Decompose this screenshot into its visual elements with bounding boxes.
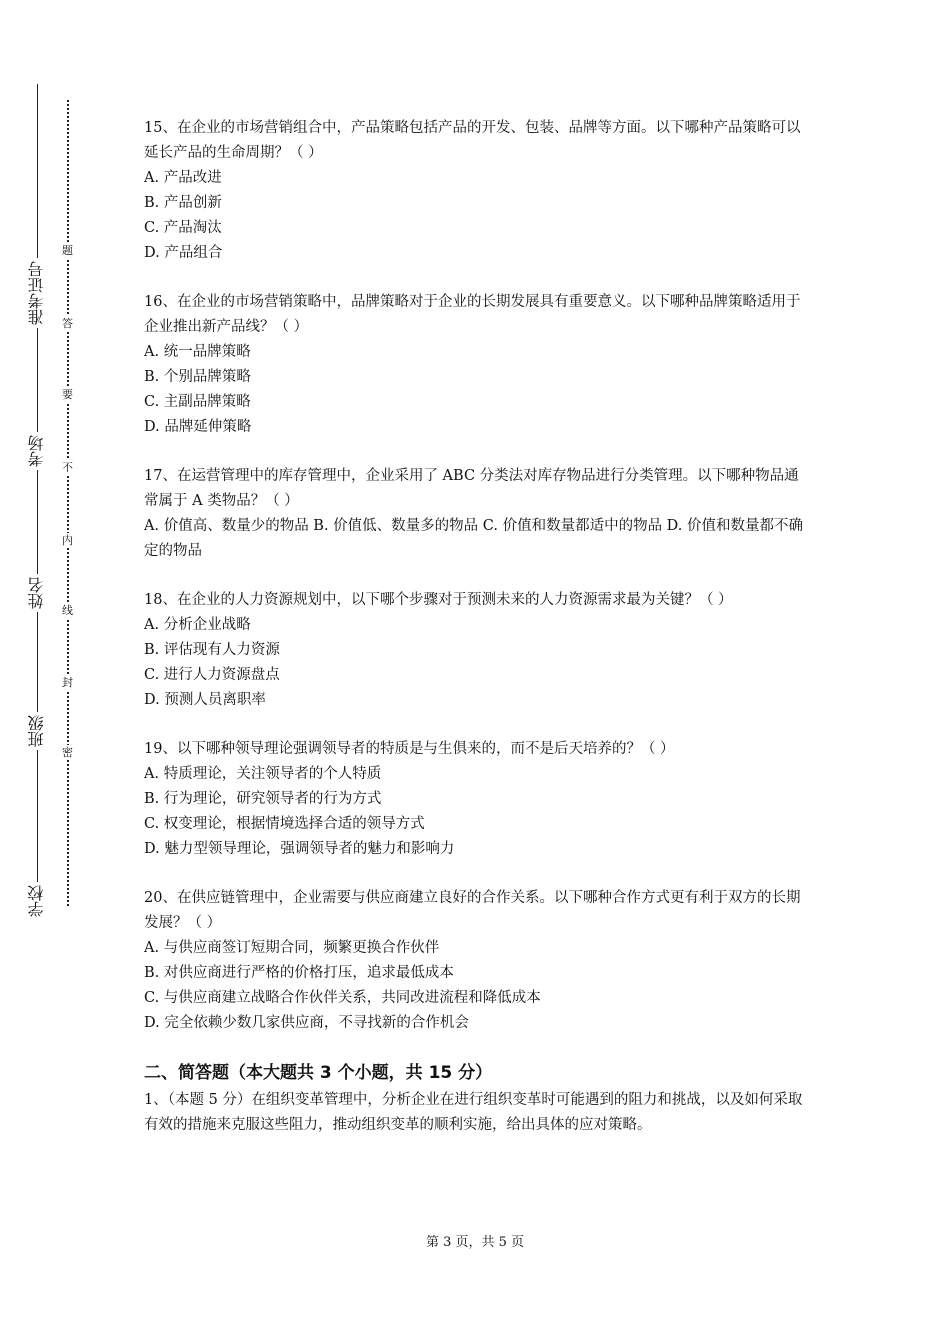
seal-line	[67, 100, 69, 906]
name-label: 姓名	[22, 574, 52, 612]
seal-char: 线	[62, 604, 73, 617]
option-d: D. 完全依赖少数几家供应商，不寻找新的合作机会	[144, 1015, 469, 1031]
option-a: A. 与供应商签订短期合同，频繁更换合作伙伴	[144, 940, 440, 956]
question-stem: 16、在企业的市场营销策略中，品牌策略对于企业的长期发展具有重要意义。以下哪种品牌策略适用于企业推出新产品线？（ ）	[144, 294, 801, 335]
question-15	[144, 116, 810, 266]
question-16	[144, 290, 810, 440]
seal-char: 答	[62, 317, 73, 330]
option-d: D. 魅力型领导理论，强调领导者的魅力和影响力	[144, 841, 455, 857]
seal-char: 内	[62, 534, 73, 547]
option-c: C. 产品淘汰	[144, 220, 222, 236]
question-list	[144, 116, 810, 1138]
option-b: B. 行为理论，研究领导者的行为方式	[144, 791, 382, 807]
question-19	[144, 737, 810, 862]
seal-char: 题	[62, 244, 73, 257]
option-c: C. 进行人力资源盘点	[144, 667, 280, 683]
option-c: C. 主副品牌策略	[144, 394, 251, 410]
question-18	[144, 588, 810, 713]
option-d: D. 品牌延伸策略	[144, 419, 252, 435]
seal-char: 不	[62, 461, 73, 474]
binding-line	[37, 84, 38, 920]
question-stem: 18、在企业的人力资源规划中，以下哪个步骤对于预测未来的人力资源需求最为关键？（ ）	[144, 592, 733, 608]
section-heading: 二、简答题（本大题共 3 个小题，共 15 分）	[144, 1063, 493, 1083]
option-b: B. 个别品牌策略	[144, 369, 251, 385]
option-b: B. 对供应商进行严格的价格打压，追求最低成本	[144, 965, 454, 981]
exam-room-label: 考场	[22, 432, 52, 470]
option-d: D. 产品组合	[144, 245, 223, 261]
option-a: A. 分析企业战略	[144, 617, 251, 633]
question-stem: 17、在运营管理中的库存管理中，企业采用了 ABC 分类法对库存物品进行分类管理。以下哪种物品通常属于 A 类物品？（ ）	[144, 468, 799, 509]
question-17	[144, 464, 810, 564]
seal-char: 封	[62, 676, 73, 689]
short-answer-question-1: 1、（本题 5 分）在组织变革管理中，分析企业在进行组织变革时可能遇到的阻力和挑战，以及如何采取有效的措施来克服这些阻力，推动组织变革的顺利实施，给出具体的应对策略。	[144, 1092, 803, 1133]
question-stem: 19、以下哪种领导理论强调领导者的特质是与生俱来的，而不是后天培养的？（ ）	[144, 741, 675, 757]
option-c: C. 权变理论，根据情境选择合适的领导方式	[144, 816, 425, 832]
question-20	[144, 886, 810, 1036]
option-b: B. 评估现有人力资源	[144, 642, 280, 658]
option-d: D. 预测人员离职率	[144, 692, 266, 708]
seal-char: 要	[62, 388, 73, 401]
option-a: A. 特质理论，关注领导者的个人特质	[144, 766, 382, 782]
question-stem: 20、在供应链管理中，企业需要与供应商建立良好的合作关系。以下哪种合作方式更有利于双方的长期发展？（ ）	[144, 890, 801, 931]
options-inline: A. 价值高、数量少的物品 B. 价值低、数量多的物品 C. 价值和数量都适中的物品 D. 价值和数量都不确定的物品	[144, 518, 804, 559]
exam-id-label: 准考证号	[22, 258, 52, 328]
page-number: 第 3 页，共 5 页	[425, 1235, 525, 1250]
option-c: C. 与供应商建立战略合作伙伴关系，共同改进流程和降低成本	[144, 990, 541, 1006]
option-a: A. 统一品牌策略	[144, 344, 251, 360]
option-a: A. 产品改进	[144, 170, 222, 186]
school-label: 学校	[22, 882, 52, 920]
seal-char: 密	[62, 746, 73, 759]
option-b: B. 产品创新	[144, 195, 222, 211]
class-label: 班级	[22, 712, 52, 750]
question-stem: 15、在企业的市场营销组合中，产品策略包括产品的开发、包装、品牌等方面。以下哪种产品策略可以延长产品的生命周期？（ ）	[144, 120, 801, 161]
